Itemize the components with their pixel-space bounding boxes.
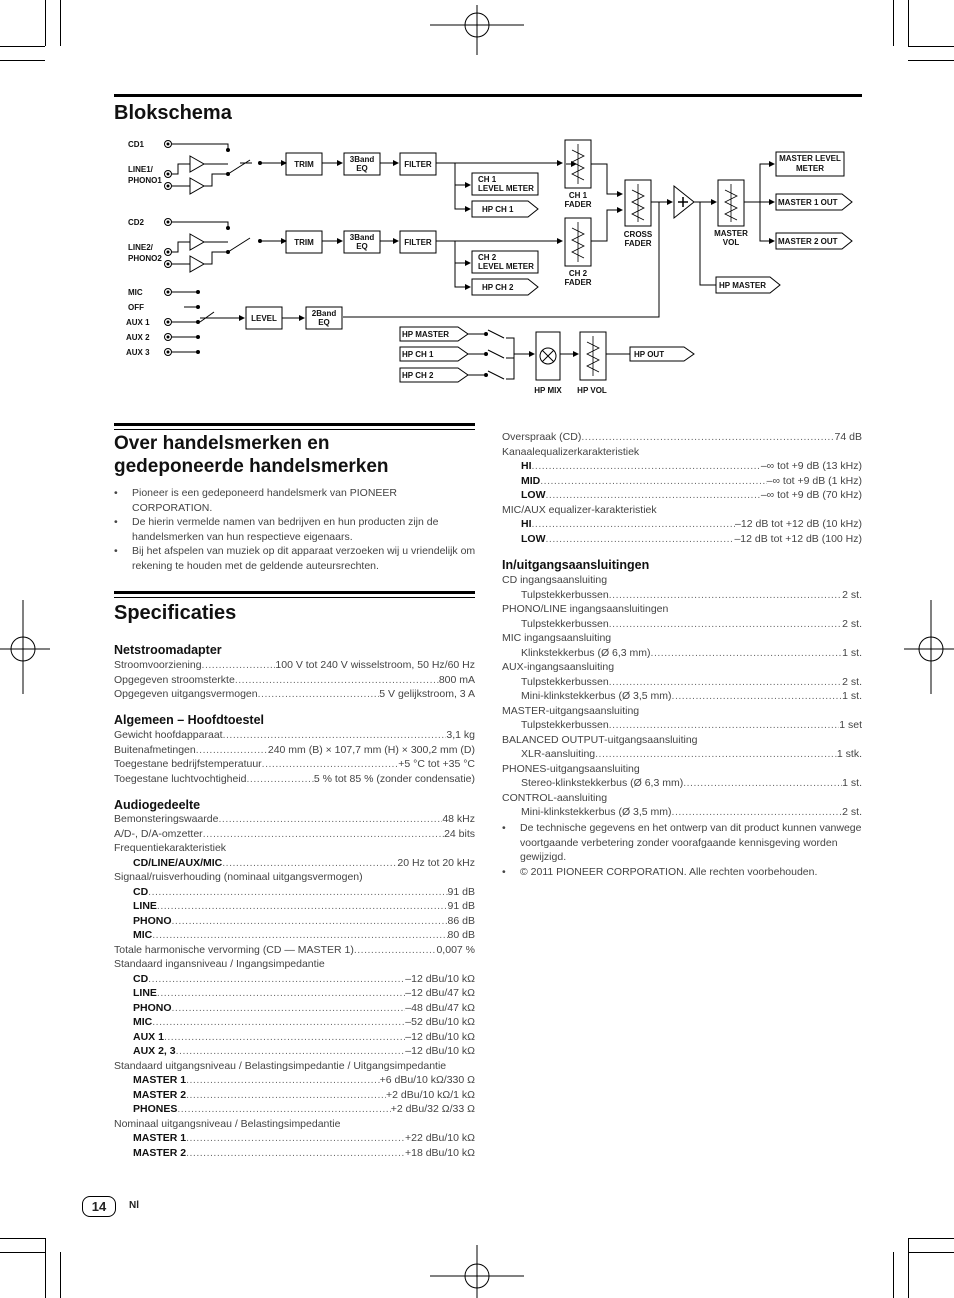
- dot-leader: [532, 459, 761, 474]
- spec-label: A/D-, D/A-omzetter: [114, 827, 203, 840]
- spec-row: [521, 646, 862, 661]
- subsection-title: Audiogedeelte: [114, 798, 201, 812]
- spec-label: Tulpstekkerbussen: [521, 675, 609, 688]
- spec-label: MID: [521, 474, 541, 487]
- label-level: LEVEL: [251, 314, 277, 323]
- section-rule: [114, 94, 862, 97]
- bullet-item: • © 2011 PIONEER CORPORATION. Alle rechten voorbehouden.: [502, 866, 818, 878]
- spec-row: [521, 532, 862, 547]
- label-ch2-fader: CH 2: [568, 269, 588, 278]
- dot-leader: [581, 430, 834, 445]
- spec-row: [521, 776, 862, 791]
- crop-mark: [45, 1238, 46, 1298]
- spec-value: –∞ tot +9 dB (1 kHz): [766, 474, 862, 487]
- label-off: OFF: [128, 303, 144, 312]
- label-hp-ch1: HP CH 1: [402, 350, 434, 359]
- spec-value: 100 V tot 240 V wisselstroom, 50 Hz/60 Hz: [275, 659, 475, 671]
- label-ch2-meter: CH 2: [478, 253, 497, 262]
- spec-value: 5 V gelijkstroom, 3 A: [379, 688, 475, 700]
- dot-leader: [672, 689, 843, 704]
- spec-label: MIC: [133, 1016, 153, 1028]
- spec-label: PHONO: [133, 914, 172, 927]
- spec-row: [521, 488, 862, 503]
- label-mic: MIC: [128, 288, 143, 297]
- spec-value: +18 dBu/10 kΩ: [404, 1146, 475, 1159]
- spec-label: Bemonsteringswaarde: [114, 813, 219, 825]
- dot-leader: [202, 658, 276, 673]
- spec-row: Standaard uitgangsniveau / Belastingsimpedantie / Uitgangsimpedantie: [114, 1059, 447, 1072]
- dot-leader: [148, 885, 447, 900]
- dot-leader: [186, 1131, 405, 1146]
- section-title: Specificaties: [114, 602, 237, 624]
- spec-label: LOW: [521, 532, 546, 545]
- spec-row: Kanaalequalizerkarakteristiek: [502, 445, 640, 458]
- section-title: Blokschema: [114, 102, 232, 124]
- spec-value: –12 dB tot +12 dB (10 kHz): [735, 518, 862, 530]
- spec-label: Gewicht hoofdapparaat: [114, 729, 223, 741]
- spec-row: [133, 856, 475, 871]
- spec-value: +2 dBu/10 kΩ/1 kΩ: [386, 1088, 475, 1101]
- bullet-item: • Pioneer is een gedeponeerd handelsmerk van PIONEER CORPORATION.: [114, 487, 397, 514]
- spec-row: [521, 588, 862, 603]
- spec-row: [521, 459, 862, 474]
- spec-row: [521, 474, 862, 489]
- spec-row: [114, 658, 475, 673]
- dot-leader: [609, 675, 842, 690]
- spec-label: PHONES: [133, 1103, 178, 1115]
- dot-leader: [157, 986, 405, 1001]
- spec-row: [521, 689, 862, 704]
- spec-label: Buitenafmetingen: [114, 743, 196, 756]
- dot-leader: [164, 1030, 405, 1045]
- spec-value: –∞ tot +9 dB (13 kHz): [760, 460, 862, 472]
- spec-label: Stroomvoorziening: [114, 659, 202, 671]
- spec-label: PHONO: [133, 1001, 172, 1014]
- label-line1: LINE1/: [128, 165, 153, 174]
- bullet-item: • De technische gegevens en het ontwerp van dit product kunnen vanwege voortgaande verbetering zonder voorafgaande kennisgeving worden gewijzigd.: [502, 822, 862, 863]
- spec-label: Tulpstekkerbussen: [521, 719, 609, 731]
- registration-mark: [904, 600, 954, 694]
- dot-leader: [196, 743, 268, 758]
- spec-row: [133, 986, 475, 1001]
- dot-leader: [262, 757, 399, 772]
- spec-label: Tulpstekkerbussen: [521, 588, 609, 601]
- spec-value: +5 °C tot +35 °C: [398, 758, 475, 770]
- spec-row: [133, 1044, 475, 1059]
- crop-mark: [0, 46, 45, 47]
- spec-row: [521, 675, 862, 690]
- dot-leader: [609, 617, 842, 632]
- spec-value: –12 dBu/10 kΩ: [405, 972, 475, 985]
- spec-value: 1 stk.: [836, 748, 862, 760]
- section-rule: [114, 597, 475, 598]
- section-rule: [114, 423, 475, 426]
- subsection-title: In/uitgangsaansluitingen: [502, 558, 650, 572]
- dot-leader: [595, 747, 837, 762]
- spec-value: 2 st.: [842, 617, 862, 630]
- spec-value: 240 mm (B) × 107,7 mm (H) × 300,2 mm (D): [267, 743, 475, 756]
- spec-row: [133, 899, 475, 914]
- dot-leader: [354, 943, 437, 958]
- dot-leader: [683, 776, 842, 791]
- dot-leader: [540, 474, 766, 489]
- dot-leader: [672, 805, 843, 820]
- dot-leader: [651, 646, 843, 661]
- spec-row: [521, 805, 862, 820]
- dot-leader: [186, 1146, 405, 1161]
- spec-value: 800 mA: [438, 673, 475, 686]
- crop-mark: [908, 1252, 954, 1253]
- label-hp-vol: HP VOL: [577, 386, 607, 395]
- dot-leader: [235, 673, 439, 688]
- spec-value: 1 st.: [842, 646, 862, 659]
- label-filter: FILTER: [404, 160, 432, 169]
- spec-label: Mini-klinkstekkerbus (Ø 3,5 mm): [521, 690, 672, 702]
- spec-label: AUX 1: [133, 1030, 164, 1043]
- spec-value: –52 dBu/10 kΩ: [405, 1016, 475, 1028]
- label-aux3: AUX 3: [126, 348, 150, 357]
- section-title: gedeponeerde handelsmerken: [114, 456, 389, 477]
- spec-value: –12 dBu/10 kΩ: [405, 1030, 475, 1043]
- spec-value: 20 Hz tot 20 kHz: [397, 856, 475, 869]
- language-code: Nl: [129, 1200, 139, 1211]
- spec-row: [114, 743, 475, 758]
- section-rule: [114, 429, 475, 430]
- dot-leader: [186, 1073, 380, 1088]
- bullet-item: • De hierin vermelde namen van bedrijven en hun producten zijn de handelsmerken van hun respectieve eigenaars.: [114, 516, 439, 543]
- label-eq3: EQ: [356, 164, 368, 173]
- registration-mark: [430, 1245, 524, 1298]
- label-phono1: PHONO1: [128, 176, 162, 185]
- label-cross-fader: FADER: [624, 239, 652, 248]
- crop-mark: [0, 1252, 45, 1253]
- block-diagram: [114, 128, 864, 403]
- spec-value: 2 st.: [842, 588, 862, 601]
- spec-row: CONTROL-aansluiting: [502, 791, 608, 804]
- dot-leader: [609, 718, 839, 733]
- label-ch2-meter: LEVEL METER: [478, 262, 534, 271]
- subsection-title: Netstroomadapter: [114, 643, 222, 657]
- spec-value: +2 dBu/32 Ω/33 Ω: [390, 1103, 475, 1115]
- label-cd1: CD1: [128, 140, 145, 149]
- label-eq3: 3Band: [349, 233, 375, 242]
- spec-row: [114, 827, 475, 842]
- spec-row: [133, 1102, 475, 1117]
- label-hp-mix: HP MIX: [534, 386, 562, 395]
- dot-leader: [186, 1088, 386, 1103]
- crop-mark: [908, 46, 954, 47]
- spec-value: 3,1 kg: [446, 729, 475, 741]
- dot-leader: [546, 532, 735, 547]
- spec-label: Klinkstekkerbus (Ø 6,3 mm): [521, 646, 651, 659]
- label-ch1-fader: FADER: [564, 200, 592, 209]
- spec-row: [114, 757, 475, 772]
- label-ch1-meter: LEVEL METER: [478, 184, 534, 193]
- spec-row: [114, 943, 475, 958]
- label-hp-master: HP MASTER: [719, 281, 766, 290]
- spec-row: [133, 1146, 475, 1161]
- spec-label: MASTER 1: [133, 1074, 187, 1086]
- label-master-level: METER: [796, 164, 824, 173]
- label-master1-out: MASTER 1 OUT: [778, 198, 838, 207]
- dot-leader: [177, 1102, 390, 1117]
- dot-leader: [258, 687, 380, 702]
- dot-leader: [172, 914, 448, 929]
- dot-leader: [176, 1044, 406, 1059]
- label-cross-fader: CROSS: [623, 230, 653, 239]
- dot-leader: [157, 899, 448, 914]
- spec-value: –∞ tot +9 dB (70 kHz): [760, 489, 862, 501]
- spec-row: [502, 430, 862, 445]
- crop-mark: [908, 1238, 954, 1239]
- label-master-vol: VOL: [722, 238, 740, 247]
- spec-value: 80 dB: [447, 929, 475, 941]
- spec-row: MIC/AUX equalizer-karakteristiek: [502, 503, 657, 516]
- crop-mark: [45, 0, 46, 46]
- spec-label: Totale harmonische vervorming (CD — MASTER 1): [114, 943, 354, 956]
- label-hp-master: HP MASTER: [402, 330, 449, 339]
- label-ch2-fader: FADER: [564, 278, 592, 287]
- spec-label: XLR-aansluiting: [521, 748, 596, 760]
- crop-mark: [0, 60, 45, 61]
- spec-value: 74 dB: [834, 431, 862, 443]
- label-ch1-fader: CH 1: [568, 191, 588, 200]
- section-title: Over handelsmerken en: [114, 433, 330, 454]
- spec-label: LOW: [521, 489, 546, 501]
- crop-mark: [908, 0, 909, 46]
- dot-leader: [218, 812, 442, 827]
- spec-label: HI: [521, 518, 532, 530]
- label-aux2: AUX 2: [126, 333, 150, 342]
- dot-leader: [223, 728, 447, 743]
- spec-label: CD: [133, 972, 149, 985]
- dot-leader: [609, 588, 842, 603]
- label-cd2: CD2: [128, 218, 145, 227]
- crop-mark: [60, 1252, 61, 1298]
- crop-mark: [893, 1252, 894, 1298]
- spec-label: Stereo-klinkstekkerbus (Ø 6,3 mm): [521, 777, 684, 789]
- spec-row: PHONES-uitgangsaansluiting: [502, 762, 640, 775]
- spec-value: 1 st.: [842, 777, 862, 789]
- section-rule: [114, 591, 475, 594]
- label-trim: TRIM: [294, 160, 314, 169]
- label-hp-ch2: HP CH 2: [402, 371, 434, 380]
- page-number: 14: [82, 1196, 116, 1217]
- spec-row: [133, 1088, 475, 1103]
- spec-label: Mini-klinkstekkerbus (Ø 3,5 mm): [521, 806, 672, 818]
- spec-row: CD ingangsaansluiting: [502, 574, 608, 586]
- dot-leader: [148, 972, 405, 987]
- subsection-title: Algemeen – Hoofdtoestel: [114, 713, 265, 727]
- spec-row: [133, 1030, 475, 1045]
- spec-value: 2 st.: [842, 675, 862, 688]
- label-phono2: PHONO2: [128, 254, 162, 263]
- spec-value: +22 dBu/10 kΩ: [404, 1132, 475, 1144]
- label-ch1-meter: CH 1: [478, 175, 497, 184]
- spec-row: Signaal/ruisverhouding (nominaal uitgangsvermogen): [114, 871, 363, 883]
- spec-row: BALANCED OUTPUT-uitgangsaansluiting: [502, 733, 698, 746]
- spec-label: CD: [133, 885, 149, 898]
- spec-label: Overspraak (CD): [502, 431, 582, 443]
- spec-row: [133, 914, 475, 929]
- label-line2: LINE2/: [128, 243, 153, 252]
- spec-row: [114, 687, 475, 702]
- label-trim: TRIM: [294, 238, 314, 247]
- spec-row: [114, 772, 475, 787]
- label-hp-ch2: HP CH 2: [482, 283, 514, 292]
- dot-leader: [152, 1015, 405, 1030]
- label-aux1: AUX 1: [126, 318, 150, 327]
- spec-row: PHONO/LINE ingangsaansluitingen: [502, 603, 669, 615]
- spec-value: –48 dBu/47 kΩ: [405, 1001, 475, 1014]
- spec-row: [133, 1131, 475, 1146]
- spec-value: 5 % tot 85 % (zonder condensatie): [313, 772, 475, 785]
- label-eq2: 2Band: [311, 309, 337, 318]
- spec-row: [521, 617, 862, 632]
- spec-row: [133, 1015, 475, 1030]
- dot-leader: [222, 856, 397, 871]
- spec-row: MASTER-uitgangsaansluiting: [502, 704, 640, 717]
- spec-value: –12 dBu/47 kΩ: [405, 987, 475, 999]
- spec-value: 91 dB: [447, 885, 475, 898]
- spec-value: 24 bits: [444, 827, 475, 840]
- spec-value: –12 dBu/10 kΩ: [405, 1045, 475, 1057]
- spec-label: Toegestane bedrijfstemperatuur: [114, 758, 262, 770]
- spec-value: 1 st.: [842, 690, 862, 702]
- spec-value: 1 set: [839, 719, 862, 731]
- label-hp-ch1: HP CH 1: [482, 205, 514, 214]
- spec-label: Toegestane luchtvochtigheid: [114, 772, 247, 785]
- spec-value: 48 kHz: [442, 813, 475, 825]
- label-filter: FILTER: [404, 238, 432, 247]
- crop-mark: [908, 1238, 909, 1298]
- spec-value: 91 dB: [447, 900, 475, 912]
- spec-row: [133, 1073, 475, 1088]
- spec-row: Standaard ingansniveau / Ingangsimpedantie: [114, 958, 325, 970]
- registration-mark: [0, 600, 50, 694]
- registration-mark: [430, 5, 524, 55]
- spec-label: MASTER 1: [133, 1132, 187, 1144]
- crop-mark: [0, 1238, 45, 1239]
- spec-row: [114, 673, 475, 688]
- label-eq2: EQ: [318, 318, 330, 327]
- spec-row: [133, 885, 475, 900]
- spec-label: LINE: [133, 987, 157, 999]
- dot-leader: [546, 488, 761, 503]
- label-master-vol: MASTER: [714, 229, 748, 238]
- spec-row: MIC ingangsaansluiting: [502, 632, 612, 644]
- spec-value: –12 dB tot +12 dB (100 Hz): [734, 532, 862, 545]
- dot-leader: [203, 827, 444, 842]
- label-hp-out: HP OUT: [634, 350, 665, 359]
- spec-value: 0,007 %: [436, 943, 475, 956]
- spec-row: [521, 517, 862, 532]
- spec-row: [133, 972, 475, 987]
- spec-row: [133, 928, 475, 943]
- crop-mark: [60, 0, 61, 46]
- spec-value: 2 st.: [842, 806, 862, 818]
- label-master-level: MASTER LEVEL: [779, 154, 841, 163]
- spec-label: MIC: [133, 929, 153, 941]
- spec-label: Opgegeven uitgangsvermogen: [114, 688, 258, 700]
- spec-row: AUX-ingangsaansluiting: [502, 661, 615, 673]
- spec-row: [114, 728, 475, 743]
- spec-label: MASTER 2: [133, 1146, 187, 1159]
- label-master2-out: MASTER 2 OUT: [778, 237, 838, 246]
- dot-leader: [152, 928, 447, 943]
- spec-label: HI: [521, 460, 532, 472]
- spec-row: Nominaal uitgangsniveau / Belastingsimpedantie: [114, 1117, 341, 1130]
- dot-leader: [532, 517, 736, 532]
- crop-mark: [908, 60, 954, 61]
- spec-label: Opgegeven stroomsterkte: [114, 673, 235, 686]
- spec-label: CD/LINE/AUX/MIC: [133, 856, 223, 869]
- dot-leader: [172, 1001, 406, 1016]
- spec-row: [521, 718, 862, 733]
- spec-row: [521, 747, 862, 762]
- spec-label: LINE: [133, 900, 157, 912]
- spec-value: 86 dB: [447, 914, 475, 927]
- dot-leader: [247, 772, 314, 787]
- label-eq3: 3Band: [349, 155, 375, 164]
- spec-row: [133, 1001, 475, 1016]
- spec-label: MASTER 2: [133, 1088, 187, 1101]
- spec-label: AUX 2, 3: [133, 1045, 176, 1057]
- spec-row: Frequentiekarakteristiek: [114, 842, 227, 854]
- label-eq3: EQ: [356, 242, 368, 251]
- crop-mark: [893, 0, 894, 46]
- spec-label: Tulpstekkerbussen: [521, 617, 609, 630]
- bullet-item: • Bij het afspelen van muziek op dit apparaat verzoeken wij u vriendelijk om rekening te houden met de geldende auteursrechten.: [114, 545, 476, 572]
- spec-value: +6 dBu/10 kΩ/330 Ω: [379, 1074, 475, 1086]
- spec-row: [114, 812, 475, 827]
